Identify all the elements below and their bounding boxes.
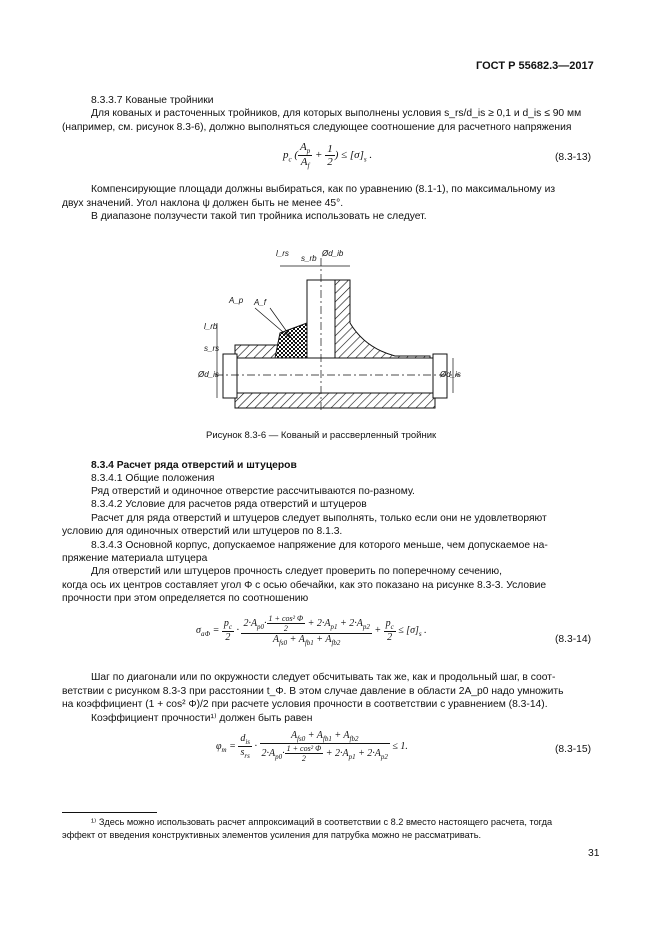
equation-number: (8.3-15) — [555, 744, 592, 755]
section-title-8-3-3-7: 8.3.3.7 Кованые тройники — [91, 95, 214, 106]
paragraph-line: пряжение материала штуцера — [62, 553, 208, 564]
paragraph-line: двух значений. Угол наклона ψ должен быть не менее 45°. — [62, 198, 344, 209]
subsection-title: 8.3.4.1 Общие положения — [91, 473, 215, 484]
paragraph-line: прочности при этом определяется по соотношению — [62, 593, 309, 604]
label-af: A_f — [254, 298, 267, 307]
paragraph-line: 8.3.4.3 Основной корпус, допускаемое напряжение для которого меньше, чем допускаемое на- — [91, 540, 548, 551]
paragraph-line: условию для одиночных отверстий или штуцеров по 8.1.3. — [62, 526, 343, 537]
footnote-line: ¹⁾ Здесь можно использовать расчет аппроксимаций в соответствии с 8.2 вместо настоящего расчета, тогда — [91, 817, 553, 827]
label-dib: Ød_ib — [322, 249, 344, 258]
footnote-separator — [62, 812, 157, 813]
subsection-title: 8.3.4.2 Условие для расчетов ряда отверстий и штуцеров — [91, 499, 367, 510]
tee-drawing — [195, 238, 470, 418]
section-title-8-3-4: 8.3.4 Расчет ряда отверстий и штуцеров — [91, 460, 297, 471]
paragraph-line: на коэффициент (1 + cos² Φ)/2 при расчете условия прочности в соответствии с уравнением (8.3-14). — [62, 699, 548, 710]
paragraph-line: (например, см. рисунок 8.3-6), должно выполняться следующее соотношение для расчетного напряжения — [62, 122, 572, 133]
equation-number: (8.3-14) — [555, 634, 592, 645]
paragraph-line: В диапазоне ползучести такой тип тройника использовать не следует. — [91, 211, 427, 222]
paragraph-line: Расчет для ряда отверстий и штуцеров следует выполнять, только если они не удовлетворяют — [91, 513, 547, 524]
paragraph-line: Коэффициент прочности¹⁾ должен быть равен — [91, 713, 313, 724]
label-lrs: l_rs — [276, 249, 289, 258]
paragraph-line: Для кованых и расточенных тройников, для которых выполнены условия s_rs/d_is ≥ 0,1 и d_is ≤ 90 мм — [91, 108, 582, 119]
label-dis-left: Ød_is — [198, 370, 219, 379]
paragraph-line: Шаг по диагонали или по окружности следует обсчитывать так же, как и продольный шаг, в соот- — [91, 672, 556, 683]
label-srb: s_rb — [301, 254, 317, 263]
paragraph-line: ветствии с рисунком 8.3-3 при расстоянии t_Φ. В этом случае давление в области 2A_p0 надо умножить — [62, 686, 564, 697]
label-srs: s_rs — [204, 344, 220, 353]
label-ap: A_p — [229, 296, 244, 305]
equation-8-3-15: $\varphi_m$ = $\frac{d_{is}}{s_{rs}}$ · $A_{fs0} + A_{fb1} + A_{fb2}$ $2\cdot A_{p0}\cdot$ $\frac{\text{1 + cos² Φ}}{2}$ + $2\cdot A_{p1} + 2\cdot A_{p2}$ ≤ 1. — [216, 730, 408, 763]
page-number: 31 — [588, 848, 600, 859]
paragraph-line: Ряд отверстий и одиночное отверстие рассчитываются по-разному. — [91, 486, 415, 497]
equation-8-3-13: $p_c$ ( $\frac{A_p}{A_f}$ + $\frac{1}{2}$ ) ≤ $[\sigma]_s$ . — [283, 141, 373, 171]
label-lrb: l_rb — [204, 322, 218, 331]
label-dis-right: Ød_is — [440, 370, 461, 379]
footnote-line: эффект от введения конструктивных элементов усиления для патрубка можно не рассматривать. — [62, 830, 482, 840]
equation-8-3-14: $\sigma_{аФ}$ = $\frac{p_c}{2}$ · $2\cdot A_{p0}\cdot$ $\frac{\text{1 + cos² Φ}}{2}$ + $2\cdot A_{p1} + 2\cdot A_{p2}$ $A_{fs0} + A_{fb1} + A_{fb2}$ + $\frac{p_c}{2}$ ≤ $[\sigma]_s$ . — [196, 614, 427, 647]
paragraph-line: Для отверстий или штуцеров прочность следует проверить по поперечному сечению, — [91, 566, 502, 577]
equation-number: (8.3-13) — [555, 152, 592, 163]
paragraph-line: Компенсирующие площади должны выбираться, как по уравнению (8.1-1), по максимальному из — [91, 184, 556, 195]
paragraph-line: когда ось их центров составляет угол Φ с осью обечайки, как это показано на рисунке 8.3-3. Условие — [62, 580, 547, 591]
document-id: ГОСТ Р 55682.3—2017 — [476, 60, 594, 72]
figure-caption: Рисунок 8.3-6 — Кованый и рассверленный тройник — [206, 430, 437, 441]
